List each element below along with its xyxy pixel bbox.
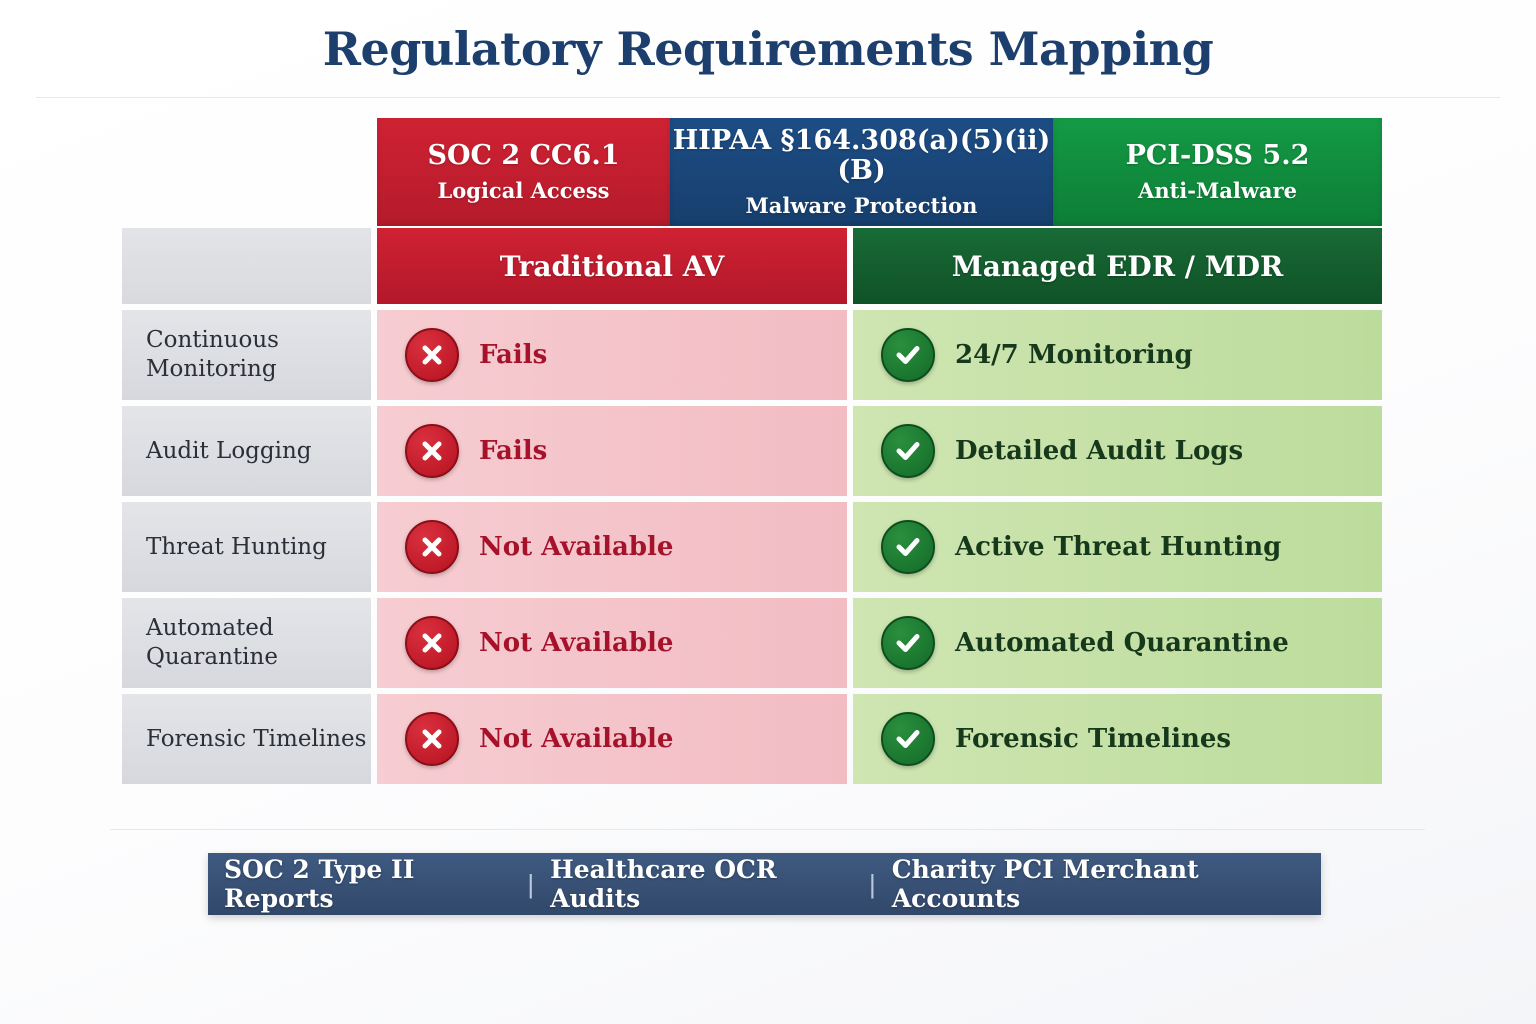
capability-label: Automated Quarantine	[122, 598, 371, 688]
footer-divider	[110, 829, 1425, 830]
x-circle-icon	[405, 520, 459, 574]
comparison-matrix	[122, 310, 1382, 790]
column-header-label: Traditional AV	[499, 249, 725, 283]
capability-label: Forensic Timelines	[122, 694, 371, 784]
traditional-av-status: Not Available	[479, 628, 674, 658]
table-row	[122, 694, 1382, 784]
x-circle-icon	[405, 616, 459, 670]
regulation-subtitle: Anti-Malware	[1138, 177, 1297, 203]
traditional-av-cell	[377, 598, 847, 688]
traditional-av-status: Not Available	[479, 724, 674, 754]
traditional-av-cell	[377, 694, 847, 784]
column-header-traditional-av	[377, 228, 847, 304]
page-title: Regulatory Requirements Mapping	[322, 22, 1214, 76]
capability-label: Continuous Monitoring	[122, 310, 371, 400]
check-circle-icon	[881, 616, 935, 670]
capability-label: Audit Logging	[122, 406, 371, 496]
managed-edr-status: Detailed Audit Logs	[955, 436, 1244, 466]
traditional-av-cell	[377, 310, 847, 400]
traditional-av-status: Not Available	[479, 532, 674, 562]
footer-separator: |	[527, 868, 535, 899]
footer-banner	[208, 853, 1321, 915]
title-divider	[36, 97, 1500, 98]
managed-edr-cell	[853, 310, 1382, 400]
regulation-subtitle: Malware Protection	[745, 192, 978, 218]
managed-edr-status: 24/7 Monitoring	[955, 340, 1193, 370]
traditional-av-cell	[377, 406, 847, 496]
column-header-managed-edr	[853, 228, 1382, 304]
managed-edr-status: Forensic Timelines	[955, 724, 1232, 754]
managed-edr-cell	[853, 502, 1382, 592]
table-row	[122, 406, 1382, 496]
x-circle-icon	[405, 328, 459, 382]
regulation-name: PCI-DSS 5.2	[1125, 140, 1310, 172]
footer-separator: |	[868, 868, 876, 899]
managed-edr-cell	[853, 406, 1382, 496]
traditional-av-status: Fails	[479, 340, 548, 370]
regulation-header-band	[377, 118, 1382, 226]
regulation-name: SOC 2 CC6.1	[427, 140, 620, 172]
table-row	[122, 310, 1382, 400]
check-circle-icon	[881, 712, 935, 766]
check-circle-icon	[881, 328, 935, 382]
table-row	[122, 502, 1382, 592]
managed-edr-status: Automated Quarantine	[955, 628, 1289, 658]
comparison-column-headers	[122, 228, 1382, 304]
footer-item-pci: Charity PCI Merchant Accounts	[891, 855, 1199, 913]
traditional-av-status: Fails	[479, 436, 548, 466]
check-circle-icon	[881, 424, 935, 478]
regulation-card-hipaa	[670, 118, 1053, 226]
managed-edr-cell	[853, 598, 1382, 688]
x-circle-icon	[405, 424, 459, 478]
regulation-name: HIPAA §164.308(a)(5)(ii)(B)	[672, 125, 1051, 186]
capability-label: Threat Hunting	[122, 502, 371, 592]
check-circle-icon	[881, 520, 935, 574]
managed-edr-status: Active Threat Hunting	[955, 532, 1282, 562]
table-row	[122, 598, 1382, 688]
footer-item-ocr: Healthcare OCR Audits	[550, 855, 777, 913]
x-circle-icon	[405, 712, 459, 766]
footer-item-soc2: SOC 2 Type II Reports	[224, 855, 415, 913]
regulation-card-pci	[1053, 118, 1382, 226]
column-header-blank	[122, 228, 371, 304]
regulation-card-soc2	[377, 118, 670, 226]
traditional-av-cell	[377, 502, 847, 592]
managed-edr-cell	[853, 694, 1382, 784]
column-header-label: Managed EDR / MDR	[951, 249, 1284, 283]
regulation-subtitle: Logical Access	[437, 177, 610, 203]
